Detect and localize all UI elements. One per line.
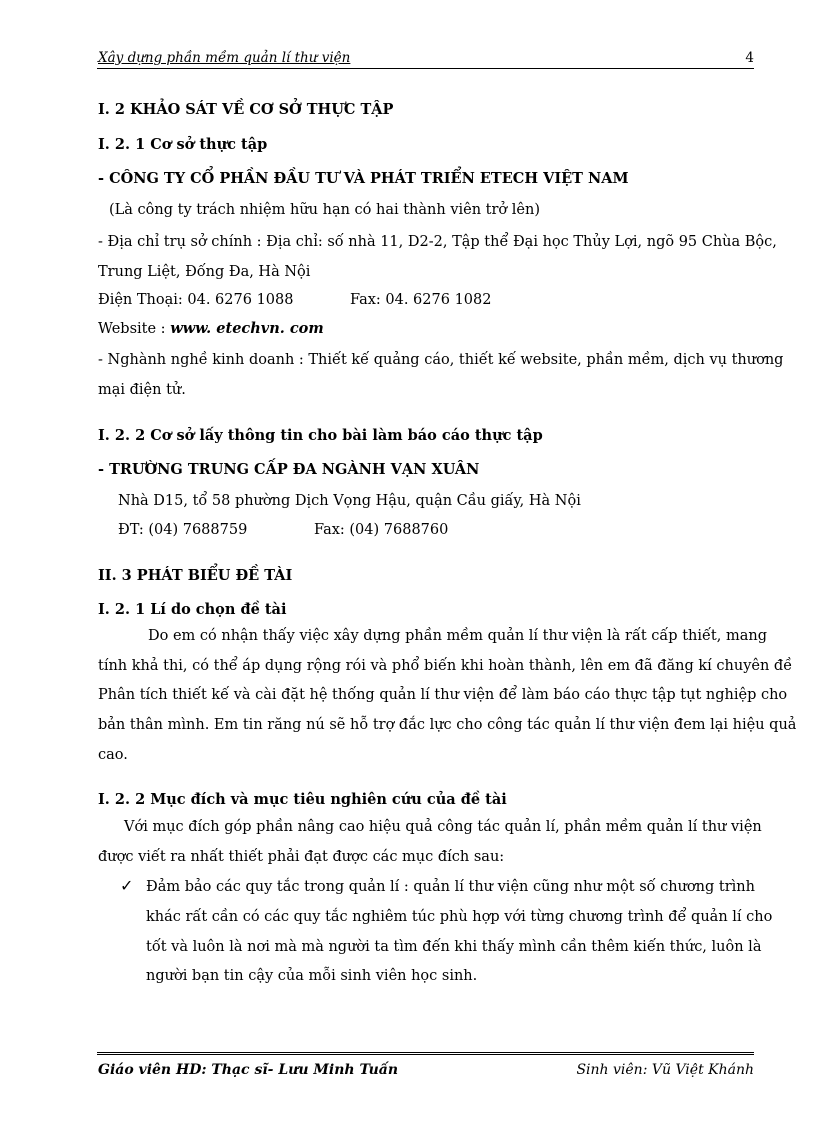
bullet-line-3: tốt và luôn là nơi mà mà người ta tìm đến khi thấy mình cần thêm kiến thức, luôn là [146,939,762,955]
reason-line-4: bản thân mình. Em tin răng nú sẽ hỗ trợ đắc lực cho công tác quản lí thư viện đem lại hiệu quả [98,717,797,733]
page-number: 4 [745,50,754,66]
bullet-line-1: Đảm bảo các quy tắc trong quản lí : quản lí thư viện cũng như một số chương trình [146,879,755,895]
footer-teacher: Giáo viên HD: Thạc sĩ- Lưu Minh Tuấn [98,1062,399,1078]
company-note: (Là công ty trách nhiệm hữu hạn có hai thành viên trở lên) [109,202,540,218]
subheading-info-source: I. 2. 2 Cơ sở lấy thông tin cho bài làm báo cáo thực tập [98,427,543,444]
purpose-line-2: được viết ra nhất thiết phải đạt được các mục đích sau: [98,849,505,865]
school-fax: Fax: (04) 7688760 [314,522,449,538]
header-title: Xây dựng phần mềm quản lí thư viện [98,50,351,66]
company-name: - CÔNG TY CỔ PHẦN ĐẦU TƯ VÀ PHÁT TRIỂN ETECH VIỆT NAM [98,170,629,187]
business-line-2: mại điện tử. [98,382,186,398]
bullet-line-4: người bạn tin cậy của mỗi sinh viên học sinh. [146,968,478,984]
section-heading-ii3: II. 3 PHÁT BIỂU ĐỀ TÀI [98,567,293,584]
subheading-reason: I. 2. 1 Lí do chọn đề tài [98,601,287,618]
reason-line-5: cao. [98,747,128,763]
company-address-2: Trung Liệt, Đống Đa, Hà Nội [98,264,311,280]
school-phone: ĐT: (04) 7688759 [118,522,248,538]
company-fax: Fax: 04. 6276 1082 [350,292,492,308]
school-name: - TRƯỜNG TRUNG CẤP ĐA NGÀNH VẠN XUÂN [98,461,480,478]
business-line-1: - Nghành nghề kinh doanh : Thiết kế quảng cáo, thiết kế website, phần mềm, dịch vụ thương [98,352,784,368]
reason-line-1: Do em có nhận thấy việc xây dựng phần mềm quản lí thư viện là rất cấp thiết, mang [148,628,767,644]
website-label: Website : [98,321,166,337]
page-header [97,46,754,69]
company-address-1: - Địa chỉ trụ sở chính : Địa chỉ: số nhà 11, D2-2, Tập thể Đại học Thủy Lợi, ngõ 95 Chùa Bộc, [98,234,777,250]
bullet-line-2: khác rất cần có các quy tắc nghiêm túc phù hợp với từng chương trình để quản lí cho [146,909,773,925]
reason-line-2: tính khả thi, có thể áp dụng rộng rói và phổ biến khi hoàn thành, lên em đã đăng kí chuyên đề [98,658,793,674]
purpose-line-1: Với mục đích góp phần nâng cao hiệu quả công tác quản lí, phần mềm quản lí thư viện [124,819,762,835]
footer-student: Sinh viên: Vũ Việt Khánh [576,1062,754,1078]
subheading-facility: I. 2. 1 Cơ sở thực tập [98,136,268,153]
checkmark-icon: ✓ [120,876,134,895]
page-footer [97,1052,754,1085]
company-phone: Điện Thoại: 04. 6276 1088 [98,292,294,308]
reason-line-3: Phân tích thiết kế và cài đặt hệ thống quản lí thư viện để làm báo cáo thực tập tụt nghiệp cho [98,687,788,703]
company-website [98,319,324,339]
subheading-purpose: I. 2. 2 Mục đích và mục tiêu nghiên cứu của đề tài [98,791,507,808]
school-address: Nhà D15, tổ 58 phường Dịch Vọng Hậu, quận Cầu giấy, Hà Nội [118,493,581,509]
section-heading-i2: I. 2 KHẢO SÁT VỀ CƠ SỞ THỰC TẬP [98,101,394,118]
website-link[interactable]: www. etechvn. com [170,320,324,337]
